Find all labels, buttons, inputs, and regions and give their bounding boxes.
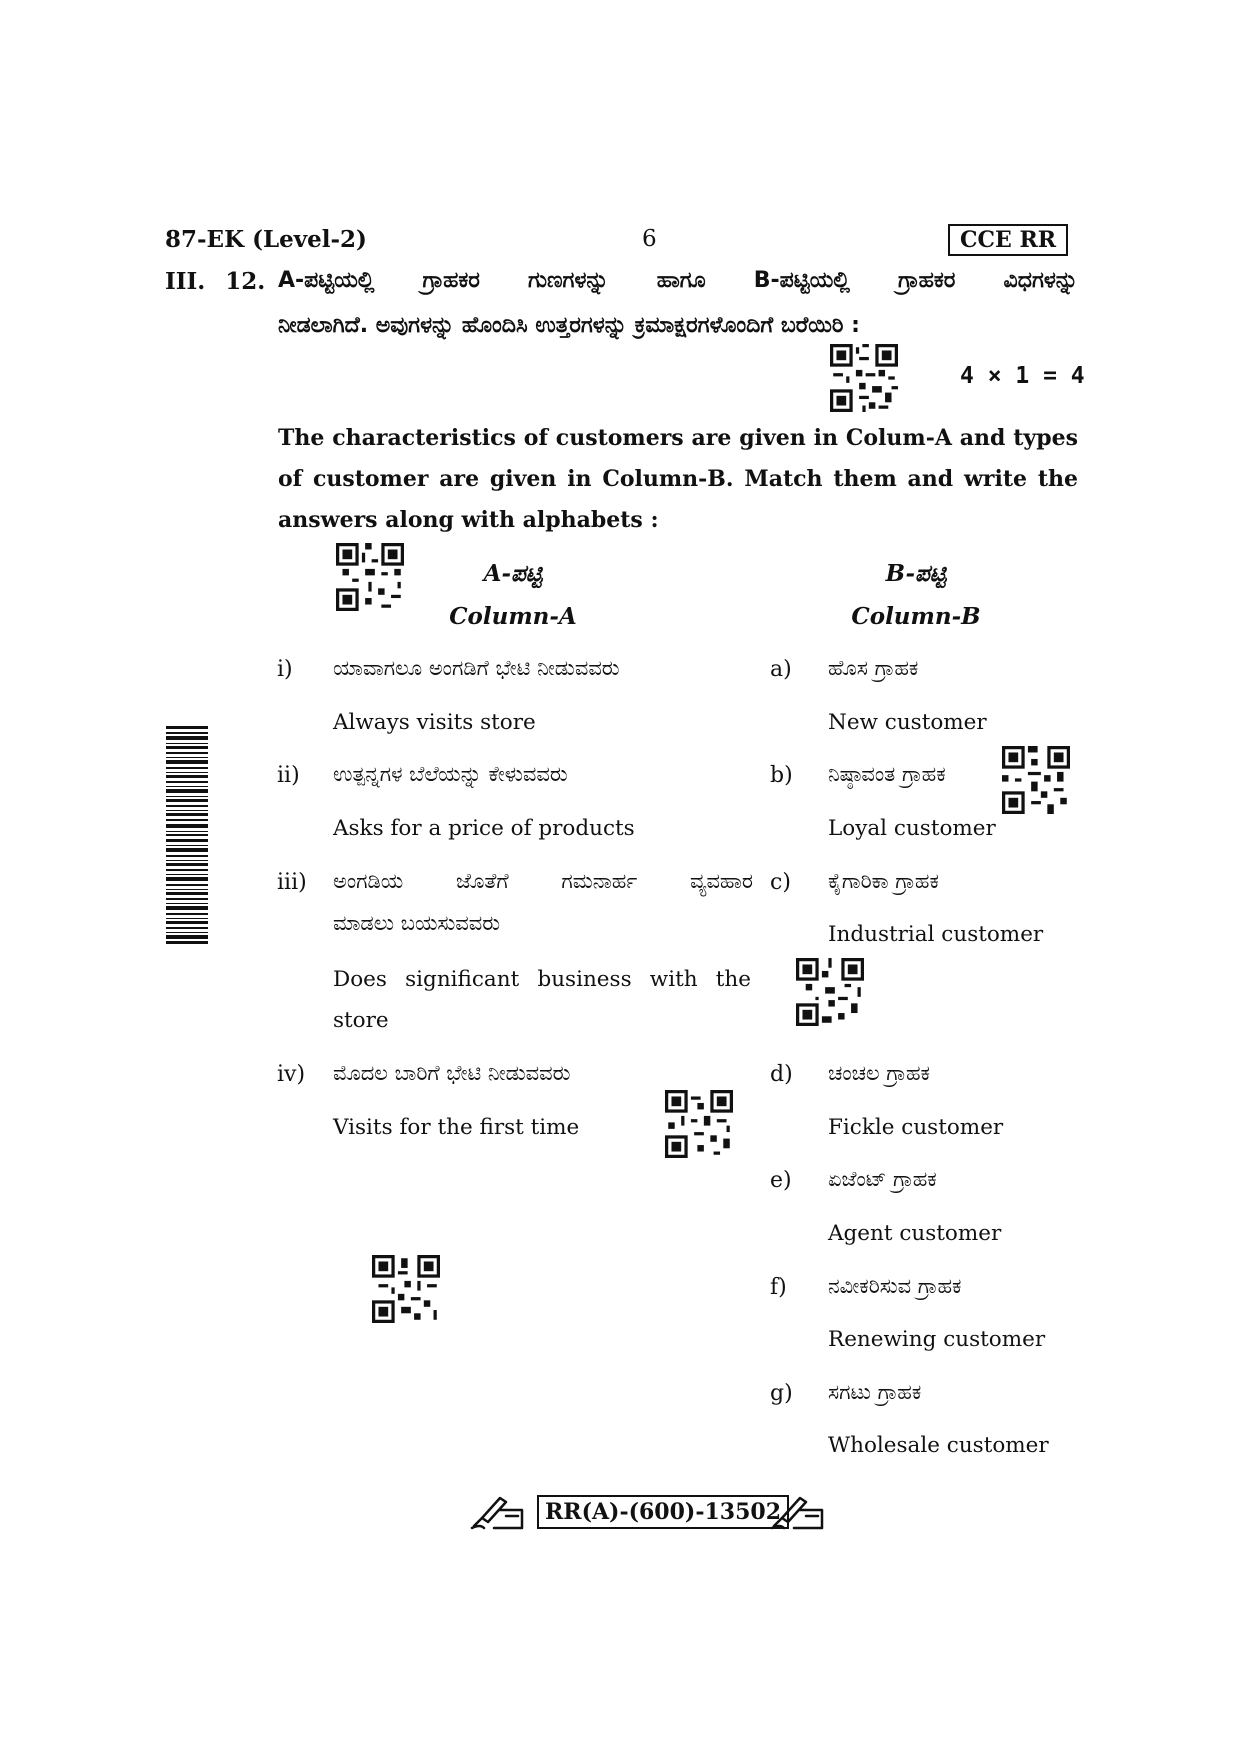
- section-number: III.: [165, 268, 206, 295]
- question-number: [165, 268, 265, 295]
- column-b-item-kn: ಕೈಗಾರಿಕಾ ಗ್ರಾಹಕ: [828, 869, 939, 893]
- column-b-item-en: Fickle customer: [828, 1115, 1004, 1140]
- question-kannada-line2: ನೀಡಲಾಗಿದೆ. ಅವುಗಳನ್ನು ಹೊಂದಿಸಿ ಉತ್ತರಗಳನ್ನು ಕ್ರಮಾಕ್ಷರಗಳೊಂದಿಗೆ ಬರೆಯಿರಿ :: [278, 313, 860, 338]
- column-b-label: g): [770, 1381, 793, 1406]
- column-b-label: e): [770, 1168, 792, 1193]
- marks-allocation: 4 × 1 = 4: [960, 363, 1085, 389]
- column-b-label: f): [770, 1275, 787, 1300]
- column-a-item-kn: ಯಾವಾಗಲೂ ಅಂಗಡಿಗೆ ಭೇಟಿ ನೀಡುವವರು: [333, 656, 620, 680]
- column-b-item-kn: ಚಂಚಲ ಗ್ರಾಹಕ: [828, 1061, 930, 1085]
- question-english: The characteristics of customers are given in Colum-A and types of customer are given in Column-B. Match them and write the answers along with alphabets :: [278, 425, 1078, 533]
- column-a-item-en: Always visits store: [333, 710, 536, 735]
- column-a-item-en: Visits for the first time: [333, 1115, 580, 1140]
- qr-code-icon: [796, 958, 864, 1026]
- column-b-heading-kn: B-ಪಟ್ಟಿ: [885, 560, 947, 587]
- column-b-item-en: Wholesale customer: [828, 1433, 1049, 1458]
- column-a-item-kn: ಅಂಗಡಿಯ ಜೊತೆಗೆ ಗಮನಾರ್ಹ ವ್ಯವಹಾರ: [333, 869, 753, 893]
- question-kannada-line1: A-ಪಟ್ಟಿಯಲ್ಲಿ ಗ್ರಾಹಕರ ಗುಣಗಳನ್ನು ಹಾಗೂ B-ಪಟ್ಟಿಯಲ್ಲಿ ಗ್ರಾಹಕರ ವಿಧಗಳನ್ನು: [278, 268, 1078, 293]
- column-b-label: c): [770, 870, 791, 895]
- column-b-item-en: New customer: [828, 710, 987, 735]
- question-index: 12.: [225, 268, 266, 295]
- paper-code: 87-EK (Level-2): [165, 226, 367, 253]
- column-a-item-kn-cont: ಮಾಡಲು ಬಯಸುವವರು: [333, 911, 501, 935]
- column-b-label: b): [770, 763, 793, 788]
- column-a-item-kn: ಮೊದಲ ಬಾರಿಗೆ ಭೇಟಿ ನೀಡುವವರು: [333, 1061, 571, 1085]
- column-a-label: ii): [277, 763, 300, 788]
- column-a-heading-en: Column-A: [449, 603, 577, 630]
- column-b-item-en: Loyal customer: [828, 816, 996, 841]
- column-a-item-en: Does significant business with the: [333, 967, 751, 992]
- qr-code-icon: [1002, 746, 1070, 814]
- pen-writing-icon: [470, 1488, 526, 1530]
- column-a-item-en: Asks for a price of products: [333, 816, 635, 841]
- barcode-icon: [166, 726, 208, 944]
- column-a-heading-kn: A-ಪಟ್ಟಿ: [483, 560, 543, 587]
- column-b-item-kn: ನವೀಕರಿಸುವ ಗ್ರಾಹಕ: [828, 1274, 962, 1298]
- column-b-item-kn: ಏಜೆಂಟ್ ಗ್ರಾಹಕ: [828, 1167, 937, 1191]
- footer-code: RR(A)-(600)-13502: [537, 1495, 789, 1529]
- qr-code-icon: [336, 543, 404, 611]
- column-b-item-en: Industrial customer: [828, 922, 1044, 947]
- column-b-label: d): [770, 1062, 793, 1087]
- column-a-label: iv): [277, 1062, 306, 1087]
- pen-writing-icon: [770, 1488, 826, 1530]
- column-b-item-kn: ಸಗಟು ಗ್ರಾಹಕ: [828, 1380, 922, 1404]
- column-b-item-kn: ಹೊಸ ಗ್ರಾಹಕ: [828, 656, 919, 680]
- qr-code-icon: [830, 344, 898, 412]
- page-number: 6: [642, 226, 657, 252]
- column-a-label: iii): [277, 870, 307, 895]
- column-b-label: a): [770, 657, 792, 682]
- column-b-item-en: Agent customer: [828, 1221, 1002, 1246]
- column-b-item-kn: ನಿಷ್ಠಾವಂತ ಗ್ರಾಹಕ: [828, 762, 946, 786]
- column-a-label: i): [277, 657, 293, 682]
- column-b-heading-en: Column-B: [851, 603, 981, 630]
- qr-code-icon: [665, 1090, 733, 1158]
- column-a-item-kn: ಉತ್ಪನ್ನಗಳ ಬೆಲೆಯನ್ನು ಕೇಳುವವರು: [333, 762, 568, 786]
- column-b-item-en: Renewing customer: [828, 1327, 1046, 1352]
- series-badge: CCE RR: [948, 224, 1068, 256]
- qr-code-icon: [372, 1255, 440, 1323]
- column-a-item-en-cont: store: [333, 1008, 389, 1033]
